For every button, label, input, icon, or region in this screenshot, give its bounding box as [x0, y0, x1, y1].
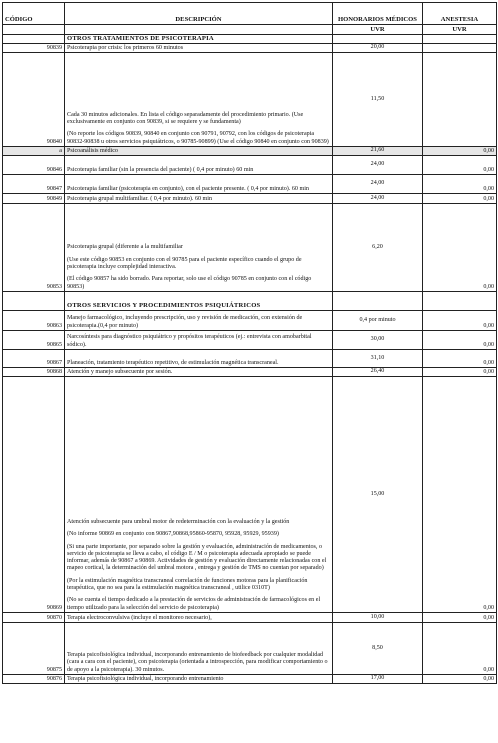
row-description: Psicoterapia familiar (psicoterapia en conjunto), con el paciente presente. ( 0,4 por minuto). 60 min — [65, 175, 333, 194]
row-honorarios: 30,00 — [333, 331, 423, 350]
table-row — [3, 194, 497, 204]
row-honorarios: 24,00 — [333, 175, 423, 194]
row-honorarios: 21,60 — [333, 147, 423, 156]
row-code: 90869 — [3, 377, 65, 613]
row-code: a — [3, 147, 65, 156]
row-code: 90865 — [3, 331, 65, 350]
table-row — [3, 53, 497, 147]
row-description: Manejo farmacológico, incluyendo prescripción, uso y revisión de medicación, con extensión de psicoterapia.(0,4 por minuto) — [65, 311, 333, 331]
row-anestesia: 0,00 — [423, 331, 497, 350]
row-description: Terapia psicofisiológica individual, incorporando entrenamiento de biofeedback por cualquier modalidad (cara a cara con el paciente), con psicoterapia (orientada a introspección, para modificar comportamiento o de apoyo a la psicoterapia). 30 minutos. — [65, 623, 333, 675]
row-code: 90849 — [3, 194, 65, 204]
table-row — [3, 175, 497, 194]
row-honorarios: 10,00 — [333, 613, 423, 623]
header-descripcion: DESCRIPCIÓN — [65, 3, 333, 25]
header-honorarios: HONORARIOS MÉDICOS — [333, 3, 423, 25]
row-anestesia: 0,00 — [423, 194, 497, 204]
row-code: 90839 — [3, 44, 65, 53]
row-honorarios: 11,50 — [333, 53, 423, 147]
row-code: 90853 — [3, 204, 65, 292]
row-description: Psicoterapia por crisis: los primeros 60 minutos — [65, 44, 333, 53]
row-code: 90875 — [3, 623, 65, 675]
row-description: Psicoterapia familiar (sin la presencia del paciente) ( 0,4 por minuto) 60 min — [65, 156, 333, 175]
row-description: Psicoterapia grupal (diferente a la multifamiliar (Use este código 90853 en conjunto con el 90785 para el paciente específico cuando el grupo de psicoterapia incluye complejidad interactiva. (El código 90857 ha sido borrado. Para reportar, solo use el código 90785 en conjunto con el código 90853) — [65, 204, 333, 292]
section-title: OTROS TRATAMIENTOS DE PSICOTERAPIA — [65, 35, 333, 44]
row-honorarios: 0,4 por minuto — [333, 311, 423, 331]
row-honorarios: 24,00 — [333, 156, 423, 175]
row-code: 90870 — [3, 613, 65, 623]
row-description: Psicoterapia grupal multifamiliar. ( 0,4 por minuto). 60 min — [65, 194, 333, 204]
row-anestesia — [423, 53, 497, 147]
row-description: Psicoanálisis médico — [65, 147, 333, 156]
row-anestesia: 0,00 — [423, 147, 497, 156]
row-anestesia: 0,00 — [423, 613, 497, 623]
table-row — [3, 377, 497, 613]
row-anestesia: 0,00 — [423, 377, 497, 613]
section-row — [3, 35, 497, 44]
table-row — [3, 156, 497, 175]
row-code: 90863 — [3, 311, 65, 331]
section-title: OTROS SERVICIOS Y PROCEDIMIENTOS PSIQUIÁTRICOS — [65, 292, 333, 311]
row-anestesia: 0,00 — [423, 311, 497, 331]
row-anestesia: 0,00 — [423, 350, 497, 368]
row-description: Atención y manejo subsecuente por sesión. — [65, 368, 333, 377]
row-description: Terapia electroconvulsiva (incluye el monitoreo necesario), — [65, 613, 333, 623]
row-code: 90867 — [3, 350, 65, 368]
row-description: Terapia psicofisiológica individual, incorporando entrenamiento — [65, 675, 333, 684]
row-honorarios: 31,10 — [333, 350, 423, 368]
table-row — [3, 613, 497, 623]
section-row — [3, 292, 497, 311]
header-uvr-honorarios: UVR — [333, 25, 423, 35]
row-anestesia: 0,00 — [423, 175, 497, 194]
row-honorarios: 20,00 — [333, 44, 423, 53]
table-row — [3, 204, 497, 292]
header-units-row — [3, 25, 497, 35]
row-description: Narcosíntesis para diagnóstico psiquiátrico y propósitos terapéuticos (ej.: entrevista con amobarbital sódico). — [65, 331, 333, 350]
header-codigo: CÓDIGO — [3, 3, 65, 25]
header-uvr-anestesia: UVR — [423, 25, 497, 35]
row-anestesia: 0,00 — [423, 156, 497, 175]
row-honorarios: 8,50 — [333, 623, 423, 675]
row-honorarios: 26,40 — [333, 368, 423, 377]
table-row — [3, 331, 497, 350]
row-code: 90840 — [3, 53, 65, 147]
row-code: 90876 — [3, 675, 65, 684]
row-code: 90868 — [3, 368, 65, 377]
table-row — [3, 368, 497, 377]
row-anestesia: 0,00 — [423, 623, 497, 675]
row-honorarios: 6,20 — [333, 204, 423, 292]
table-row — [3, 675, 497, 684]
fee-schedule-table — [2, 2, 497, 684]
row-anestesia: 0,00 — [423, 675, 497, 684]
row-honorarios: 15,00 — [333, 377, 423, 613]
row-code: 90847 — [3, 175, 65, 194]
table-row — [3, 311, 497, 331]
row-code: 90846 — [3, 156, 65, 175]
row-honorarios: 17,00 — [333, 675, 423, 684]
table-row — [3, 350, 497, 368]
header-anestesia: ANESTESIA — [423, 3, 497, 25]
table-row — [3, 147, 497, 156]
table-row — [3, 44, 497, 53]
row-description: Atención subsecuente para umbral motor de redeterminación con la evaluación y la gestión (No informe 90869 en conjunto con 90867,90868,95860-95870, 95928, 95929, 95939) (Si una parte importante, por separado sobre la gestión y evaluación, administración de medicamentos, o servicio de psicoterapia se lleva a cabo, el código E / M o psicoterapia adecuada apropiado se puede informar, además de 90867 a 90869. Actividades de gestión y evaluación directamente relacionadas con el mapeo cortical, la determinación del umbral motora , entrega y gestión de TMS no cuentan por separado) (Por la estimulación magnética transcraneal correlación de funciones motoras para la planificación terapéutica, que no sea para la estimulación magnética transcraneal , utilice 0310T) (No se cuenta el tiempo dedicado a la prestación de servicios de administración de farmacológicos en el tiempo utilizado para la selección del servicio de psicoterapia) — [65, 377, 333, 613]
header-row — [3, 3, 497, 25]
row-anestesia — [423, 44, 497, 53]
row-anestesia: 0,00 — [423, 204, 497, 292]
row-anestesia: 0,00 — [423, 368, 497, 377]
row-description: Planeación, tratamiento terapéutico repetitivo, de estimulación magnética transcraneal. — [65, 350, 333, 368]
table-row — [3, 623, 497, 675]
row-honorarios: 24,00 — [333, 194, 423, 204]
row-description: Cada 30 minutos adicionales. En lista el código separadamente del procedimiento primario. (Use exclusivamente en conjunto con 90839, si se requiere y se fundamenta) (No reporte los códigos 90839, 90840 en conjunto con 90791, 90792, con los códigos de psicoterapia 90832-90838 u otros servicios psiquiátricos, o 90785-90899) (Use el código 90840 en conjunto con 90839) — [65, 53, 333, 147]
